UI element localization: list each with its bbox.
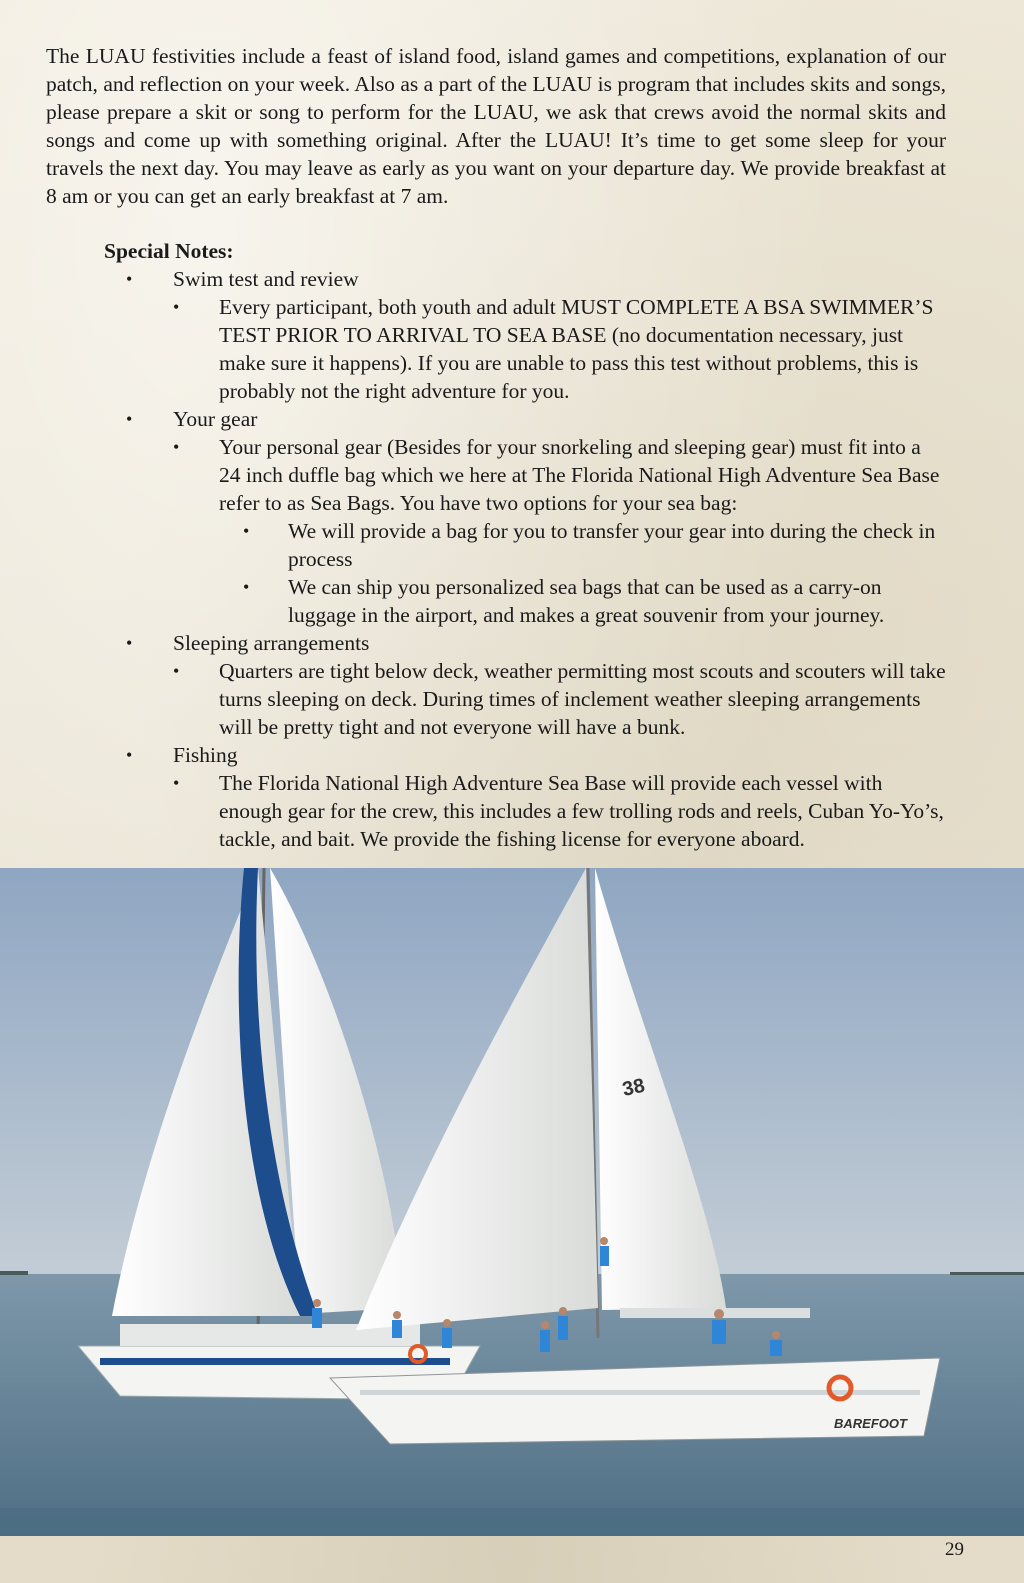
sub-list [173, 769, 946, 853]
sub-list [173, 293, 946, 405]
special-notes [104, 237, 946, 853]
bullet: • [173, 773, 180, 793]
list-item [173, 769, 946, 853]
note-text: The Florida National High Adventure Sea Base will provide each vessel with enough gear for the crew, this includes a few trolling rods and reels, Cuban Yo-Yo’s, tackle, and bait. We provide the fishing license for everyone aboard. [219, 771, 944, 851]
list-item [219, 573, 946, 629]
note-text: Quarters are tight below deck, weather permitting most scouts and scouters will take turns sleeping on deck. During times of inclement weather sleeping arrangements will be pretty tight and not everyone will have a bunk. [219, 659, 946, 739]
bullet: • [126, 745, 133, 765]
bullet: • [243, 577, 250, 597]
bullet: • [173, 661, 180, 681]
page-text [46, 42, 946, 853]
special-notes-list [104, 265, 946, 853]
special-notes-title: Special Notes: [104, 239, 234, 263]
horizon-land-right [950, 1272, 1024, 1275]
sub-list [173, 433, 946, 629]
note-text: We will provide a bag for you to transfer your gear into during the check in process [288, 519, 936, 571]
note-label: Fishing [173, 743, 238, 767]
bullet: • [126, 633, 133, 653]
list-item [104, 741, 946, 853]
list-item [104, 265, 946, 405]
note-label: Your gear [173, 407, 258, 431]
sailboats-photo [0, 868, 1024, 1536]
note-text: Your personal gear (Besides for your snorkeling and sleeping gear) must fit into a 24 inch duffle bag which we here at The Florida National High Adventure Sea Base refer to as Sea Bags. You have two options for your sea bag: [219, 435, 940, 515]
bullet: • [173, 437, 180, 457]
sub-sub-list [219, 517, 946, 629]
sub-list [173, 657, 946, 741]
bullet: • [173, 297, 180, 317]
note-text: Every participant, both youth and adult MUST COMPLETE A BSA SWIMMER’S TEST PRIOR TO ARRIVAL TO SEA BASE (no documentation necessary, just make sure it happens). If you are unable to pass this test without problems, this is probably not the right adventure for you. [219, 295, 934, 403]
list-item [104, 629, 946, 741]
list-item [219, 517, 946, 573]
sail-number: 38 [620, 1074, 647, 1101]
note-text: We can ship you personalized sea bags that can be used as a carry-on luggage in the airport, and makes a great souvenir from your journey. [288, 575, 885, 627]
list-item [104, 405, 946, 629]
intro-paragraph: The LUAU festivities include a feast of island food, island games and competitions, explanation of our patch, and reflection on your week. Also as a part of the LUAU is program that includes skits and songs, please prepare a skit or song to perform for the LUAU, we ask that crews avoid the normal skits and songs and come up with something original. After the LUAU! It’s time to get some sleep for your travels the next day. You may leave as early as you want on your departure day. We provide breakfast at 8 am or you can get an early breakfast at 7 am. [46, 44, 946, 208]
boat-name: BAREFOOT [834, 1416, 907, 1431]
list-item [173, 293, 946, 405]
bullet: • [126, 409, 133, 429]
note-label: Swim test and review [173, 267, 359, 291]
horizon-land-left [0, 1271, 28, 1275]
list-item [173, 433, 946, 629]
note-label: Sleeping arrangements [173, 631, 370, 655]
list-item [173, 657, 946, 741]
bullet: • [243, 521, 250, 541]
page-number: 29 [945, 1539, 964, 1560]
bullet: • [126, 269, 133, 289]
